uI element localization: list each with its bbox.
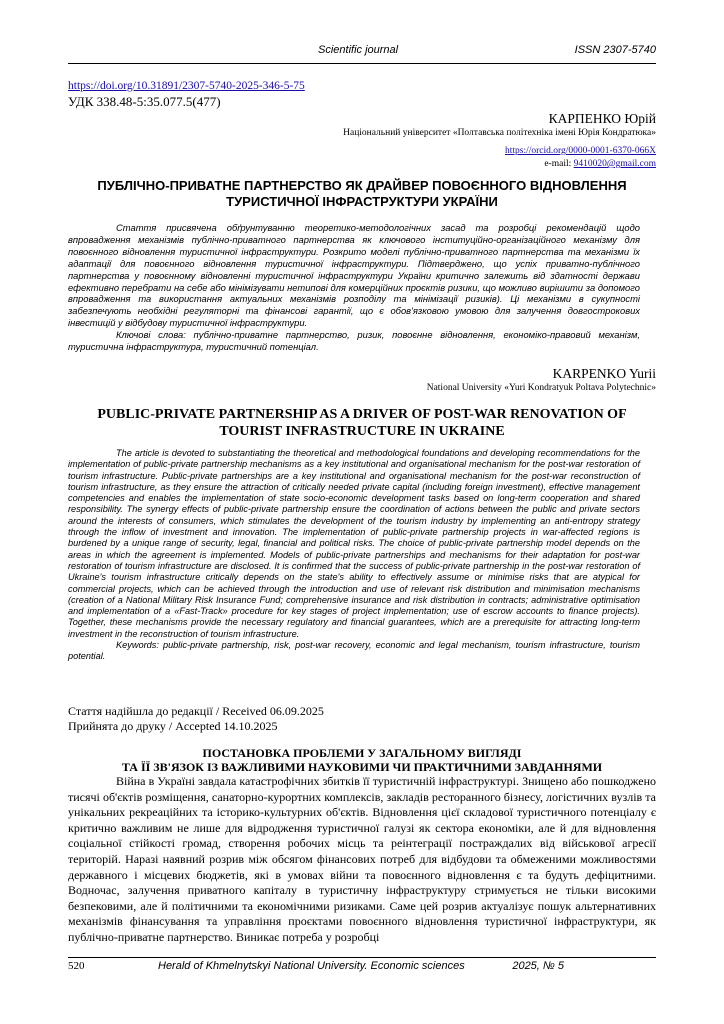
author-affiliation-en: National University «Yuri Kondratyuk Poltava Polytechnic» xyxy=(426,383,656,393)
section-heading-line1: ПОСТАНОВКА ПРОБЛЕМИ У ЗАГАЛЬНОМУ ВИГЛЯДІ xyxy=(202,746,522,760)
header-issn: ISSN 2307-5740 xyxy=(574,44,656,56)
email-row xyxy=(343,158,656,170)
email-label: e-mail: xyxy=(544,159,572,169)
doi-link[interactable]: https://doi.org/10.31891/2307-5740-2025-346-5-75 xyxy=(68,80,305,92)
footer-rule xyxy=(68,957,656,958)
body-paragraph: Війна в Україні завдала катастрофічних збитків її туристичній інфраструктурі. Знищено або пошкоджено тисячі об'єктів розміщення, санаторно-курортних комплексів, закладів ресторанного бізнесу, логістичних вузлів та унікальних рекреаційних та історико-культурних об'єктів. Відновлення цієї складової туристичного потенціалу є критично важливим не лише для відродження туристичної галузі як сектора економіки, але й для відновлення соціальної стійкості громад, створення робочих місць та реінтеграції постраждалих від військової агресії територій. Наразі наявний розрив між обсягом фінансових потреб для відбудови та обмеженими можливостями державного і місцевих бюджетів, які в умовах війни та повоєнного відновлення є та будуть дефіцитними. Водночас, залучення приватного капіталу в туристичну інфраструктуру стримується не тільки високими безпековими, але й політичними та економічними ризиками. Саме цей розрив актуалізує пошук альтернативних механізмів фінансування та управління проєктами повоєнного відновлення туристичної інфраструктури, як публічно-приватне партнерство. Виникає потреба у розробці xyxy=(68,774,656,944)
keywords-en: Keywords: public-private partnership, risk, post-war recovery, economic and legal mechanism, tourism infrastructure, tourism potential. xyxy=(68,640,640,662)
abstract-en xyxy=(68,448,640,663)
running-footer xyxy=(68,960,656,976)
received-date: Стаття надійшла до редакції / Received 06.09.2025 xyxy=(68,704,324,718)
accepted-date: Прийнята до друку / Accepted 14.10.2025 xyxy=(68,719,278,733)
header-journal-name: Scientific journal xyxy=(318,44,399,56)
keywords-ua: Ключові слова: публічно-приватне партнерство, ризик, повоєнне відновлення, економіко-правовий механізм, туристична інфраструктура, туристичний потенціал. xyxy=(68,329,640,353)
article-title-ua: ПУБЛІЧНО-ПРИВАТНЕ ПАРТНЕРСТВО ЯК ДРАЙВЕР ПОВОЄННОГО ВІДНОВЛЕННЯ ТУРИСТИЧНОЇ ІНФРАСТРУКТУРИ УКРАЇНИ xyxy=(97,178,627,209)
running-header xyxy=(68,44,656,60)
author-block-ua xyxy=(343,110,656,170)
udk-code: УДК 338.48-5:35.077.5(477) xyxy=(68,94,221,109)
abstract-ua-text: Стаття присвячена обґрунтуванню теоретико-методологічних засад та розробці рекомендацій щодо впровадження механізмів публічно-приватного партнерства як ключового інституційно-організаційного механізму для повоєнного відновлення туристичної інфраструктури. Розкрито моделі публічно-приватного партнерства та механізми їх адаптації для повоєнного відновлення туристичної інфраструктури. Підтверджено, що успіх приватно-публічного партнерства у повоєнному відновленні туристичної інфраструктури України критично залежить від здатності держави ефективно перебрати на себе або мінімізувати нетипові для комерційних проєктів ризики, що можливо вирішити за допомого впровадження та використання актуальних механізмів розподілу та мінімізації ризиків). Ці механізми в сукупності забезпечують необхідні регуляторні та фінансові гарантії, що є обов'язковою умовою для залучення довгострокових інвестицій у відбудову туристичної інфраструктури. xyxy=(68,222,640,329)
article-title-en: PUBLIC-PRIVATE PARTNERSHIP AS A DRIVER OF POST-WAR RENOVATION OF TOURIST INFRASTRUCTURE IN UKRAINE xyxy=(97,407,627,439)
page-number: 520 xyxy=(68,960,85,972)
header-rule xyxy=(68,63,656,64)
email-link[interactable]: 9410020@gmail.com xyxy=(573,159,656,169)
abstract-en-text: The article is devoted to substantiating the theoretical and methodological foundations and developing recommendations for the implementation of public-private partnership mechanisms as a key institutional and organisational mechanism for the post-war restoration of tourism infrastructure. Public-private partnerships are a key institutional and organisational mechanism for the post-war reconstruction of tourism infrastructure, as they ensure the attraction of critically needed private capital (including foreign investment), effective management competencies and enables the implementation of state socio-economic development tasks based on long-term cooperation and shared responsibility. The synergy effects of public-private partnership ensure the coordination of actions between the public and private sectors around the interests of consumers, which stimulates the development of the tourism industry by implementing an anti-entropy strategy through the inflow of investment and innovation. The implementation of public-private partnership projects in war-affected regions is burdened by a unique range of security, legal, financial and political risks. The choice of public-private partnership model depends on the areas in which the agreement is implemented. Models of public-private partnerships and mechanisms for their adaptation for post-war restoration of tourism infrastructure are disclosed. It is confirmed that the success of public-private partnership in the post-war restoration of Ukraine's tourism infrastructure critically depends on the state's ability to effectively assume or minimise risks that are atypical for commercial projects, which can be achieved through the introduction and use of relevant risk distribution and minimisation mechanisms (creation of a National Military Risk Insurance Fund; comprehensive insurance and risk distribution in contracts; administrative optimisation and implementation of a «Fast-Track» procedure for key stages of project implementation; use of escrow accounts to finance projects). Together, these mechanisms provide the necessary regulatory and financial guarantees, which are a prerequisite for attracting long-term investment in the reconstruction of tourism infrastructure. xyxy=(68,448,640,639)
author-affiliation-ua: Національний університет «Полтавська політехніка імені Юрія Кондратюка» xyxy=(343,128,656,138)
footer-issue: 2025, № 5 xyxy=(512,960,564,972)
footer-journal: Herald of Khmelnytskyi National University. Economic sciences xyxy=(158,960,465,972)
author-block-en xyxy=(427,365,656,395)
section-heading xyxy=(68,746,656,774)
section-heading-line2: ТА ЇЇ ЗВ'ЯЗОК ІЗ ВАЖЛИВИМИ НАУКОВИМИ ЧИ ПРАКТИЧНИМИ ЗАВДАННЯМИ xyxy=(121,760,603,774)
article-dates xyxy=(68,704,324,734)
body-text xyxy=(68,774,656,946)
author-name-ua: КАРПЕНКО Юрій xyxy=(548,111,656,126)
orcid-link[interactable]: https://orcid.org/0000-0001-6370-066X xyxy=(504,146,656,156)
author-name-en: KARPENKO Yurii xyxy=(552,366,656,381)
abstract-ua xyxy=(68,222,640,353)
